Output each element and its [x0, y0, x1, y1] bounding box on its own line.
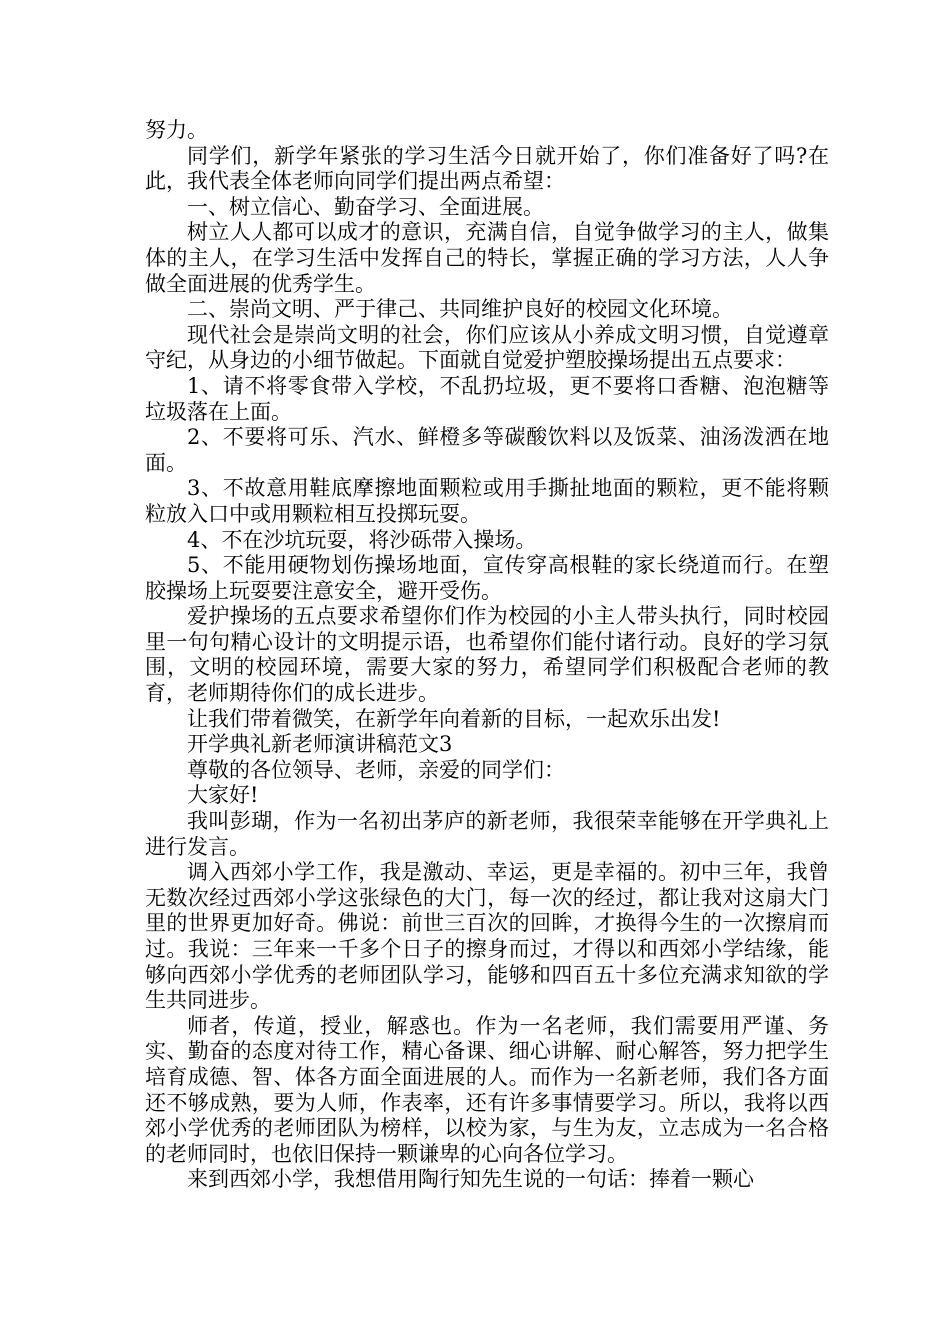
list-item-2: 2、不要将可乐、汽水、鲜橙多等碳酸饮料以及饭菜、油汤泼洒在地面。 — [145, 425, 829, 475]
paragraph-body-one: 树立人人都可以成才的意识，充满自信，自觉争做学习的主人，做集体的主人，在学习生活中发挥自己的特长，掌握正确的学习方法，人人争做全面进展的优秀学生。 — [145, 220, 829, 296]
paragraph-body-two: 现代社会是崇尚文明的社会，你们应该从小养成文明习惯，自觉遵章守纪，从身边的小细节做起。下面就自觉爱护塑胶操场提出五点要求： — [145, 322, 829, 373]
paragraph-heading-two: 二、崇尚文明、严于律己、共同维护良好的校园文化环境。 — [187, 297, 733, 322]
paragraph-story: 调入西郊小学工作，我是激动、幸运，更是幸福的。初中三年，我曾无数次经过西郊小学这张绿色的大门，每一次的经过，都让我对这扇大门里的世界更加好奇。佛说：前世三百次的回眸，才换得今生的一次擦肩而过。我说：三年来一千多个日子的擦身而过，才得以和西郊小学结缘，能够向西郊小学优秀的老师团队学习，能够和四百五十多位充满求知欲的学生共同进步。 — [145, 860, 829, 1013]
list-item-3: 3、不故意用鞋底摩擦地面颗粒或用手撕扯地面的颗粒，更不能将颗粒放入口中或用颗粒相互投掷玩耍。 — [145, 476, 829, 526]
paragraph-closing: 让我们带着微笑，在新学年向着新的目标，一起欢乐出发! — [187, 706, 721, 731]
section-title: 开学典礼新老师演讲稿范文3 — [187, 732, 453, 757]
salutation: 尊敬的各位领导、老师，亲爱的同学们： — [187, 757, 565, 782]
list-item-1: 1、请不将零食带入学校，不乱扔垃圾，更不要将口香糖、泡泡糖等垃圾落在上面。 — [145, 373, 829, 424]
paragraph-heading-one: 一、树立信心、勤奋学习、全面进展。 — [187, 194, 544, 219]
paragraph-teacher-role: 师者，传道，授业，解惑也。作为一名老师，我们需要用严谨、务实、勤奋的态度对待工作，精心备课、细心讲解、耐心解答，努力把学生培育成德、智、体各方面全面进展的人。而作为一名新老师，我们各方面还不够成熟，要为人师，作表率，还有许多事情要学习。所以，我将以西郊小学优秀的老师团队为榜样，以校为家，与生为友，立志成为一名合格的老师同时，也依旧保持一颗谦卑的心向各位学习。 — [145, 1013, 829, 1166]
paragraph-greeting-question: 同学们，新学年紧张的学习生活今日就开始了，你们准备好了吗?在此，我代表全体老师向同学们提出两点希望： — [145, 143, 829, 194]
greeting: 大家好! — [187, 783, 259, 808]
list-item-5: 5、不能用硬物划伤操场地面，宣传穿高根鞋的家长绕道而行。在塑胶操场上玩耍要注意安全，避开受伤。 — [145, 553, 829, 603]
paragraph-quote: 来到西郊小学，我想借用陶行知先生说的一句话：捧着一颗心 — [187, 1167, 754, 1192]
paragraph-summary: 爱护操场的五点要求希望你们作为校园的小主人带头执行，同时校园里一句句精心设计的文明提示语，也希望你们能付诸行动。良好的学习氛围，文明的校园环境，需要大家的努力，希望同学们积极配合老师的教育，老师期待你们的成长进步。 — [145, 604, 829, 706]
paragraph-continuation: 努力。 — [145, 118, 208, 142]
paragraph-introduction: 我叫彭瑚，作为一名初出茅庐的新老师，我很荣幸能够在开学典礼上进行发言。 — [145, 809, 829, 859]
document-body — [145, 118, 829, 1193]
list-item-4: 4、不在沙坑玩耍，将沙砾带入操场。 — [187, 527, 537, 552]
